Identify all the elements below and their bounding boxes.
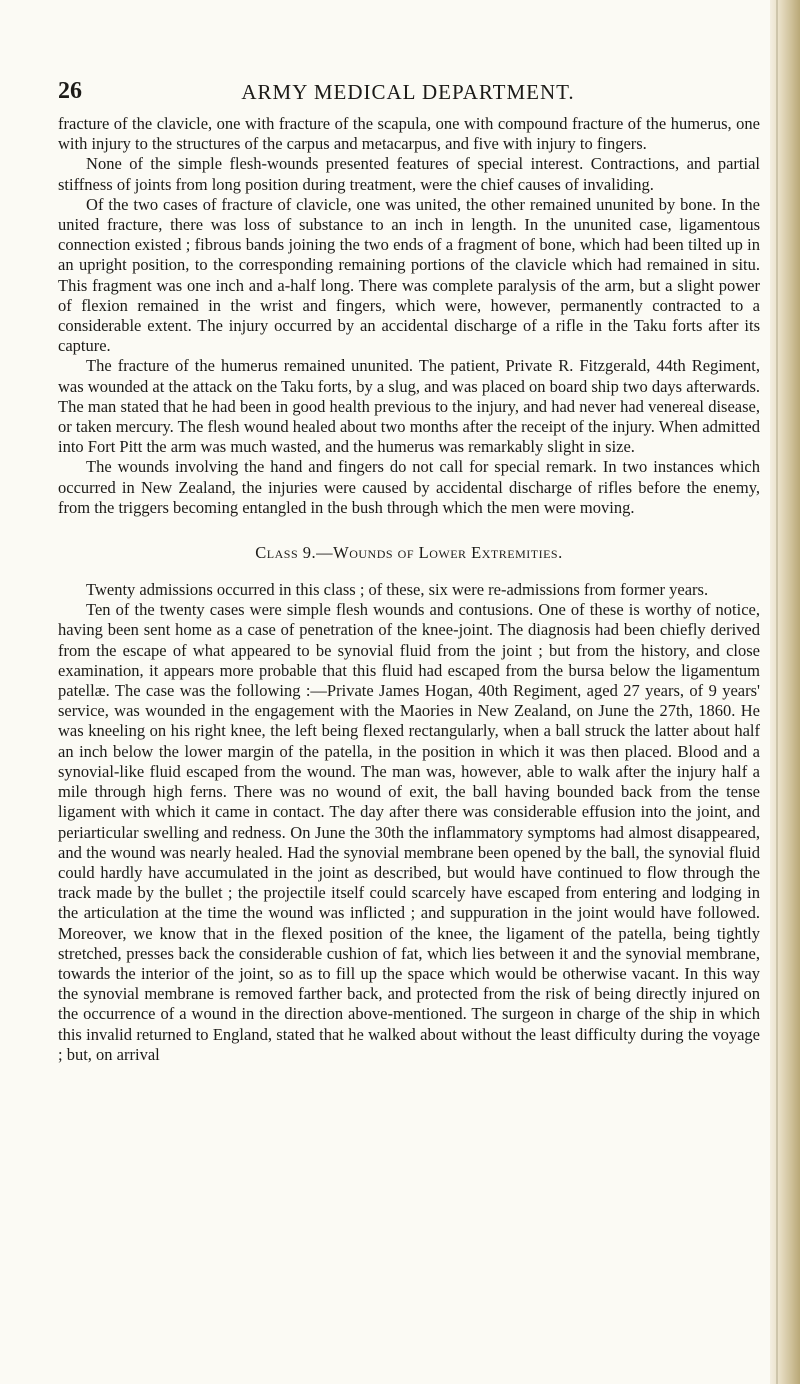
paragraph: Of the two cases of fracture of clavicle, one was united, the other remained ununited by bone. In the united fracture, there was loss of substance to an inch in length. In the ununited case, ligamentous connection existed ; fibrous bands joining the two ends of a fragment of bone, which had been tilted up in an upright position, to the corresponding remaining portions of the clavicle which had remained in situ. This fragment was one inch and a-half long. There was complete paralysis of the arm, but a slight power of flexion remained in the wrist and fingers, which were, however, permanently contracted to a considerable extent. The injury occurred by an accidental discharge of a rifle in the Taku forts after its capture. [58, 194, 760, 356]
binding-shadow-line [776, 0, 778, 1384]
section-heading: Class 9.—Wounds of Lower Extremities. [255, 543, 563, 563]
paragraph: The wounds involving the hand and fingers do not call for special remark. In two instances which occurred in New Zealand, the injuries were caused by accidental discharge of rifles before the enemy, from the triggers becoming entangled in the bush through which the men were moving. [58, 457, 760, 517]
page-header [58, 78, 758, 108]
paragraph: The fracture of the humerus remained ununited. The patient, Private R. Fitzgerald, 44th Regiment, was wounded at the attack on the Taku forts, by a slug, and was placed on board ship two days afterwards. The man stated that he had been in good health previous to the injury, and had never had venereal disease, or taken mercury. The flesh wound healed about two months after the receipt of the injury. When admitted into Fort Pitt the arm was much wasted, and the humerus was remarkably slight in size. [58, 356, 760, 457]
page-number: 26 [58, 78, 82, 104]
paragraph: Ten of the twenty cases were simple flesh wounds and contusions. One of these is worthy of notice, having been sent home as a case of penetration of the knee-joint. The diagnosis had been chiefly derived from the escape of what appeared to be synovial fluid from the joint ; but from the history, and close examination, it appears more probable that this fluid had escaped from the bursa below the ligamentum patellæ. The case was the following :—Private James Hogan, 40th Regiment, aged 27 years, of 9 years' service, was wounded in the engagement with the Maories in New Zealand, on June the 27th, 1860. He was kneeling on his right knee, the left being flexed rectangularly, when a ball struck the latter about half an inch below the lower margin of the patella, in the position in which it was then placed. Blood and a synovial-like fluid escaped from the wound. The man was, however, able to walk after the injury half a mile through high ferns. There was no wound of exit, the ball having bounded back from the tense ligament with which it came in contact. The day after there was considerable effusion into the joint, and periarticular swelling and redness. On June the 30th the inflammatory symptoms had almost disappeared, and the wound was nearly healed. Had the synovial membrane been opened by the ball, the synovial fluid could hardly have accumulated in the joint as described, but would have continued to flow through the track made by the bullet ; the projectile itself could scarcely have escaped from entering and lodging in the articulation at the time the wound was inflicted ; and suppuration in the joint would have followed. Moreover, we know that in the flexed position of the knee, the ligament of the patella, being tightly stretched, presses back the considerable cushion of fat, which lies between it and the synovial membrane, towards the interior of the joint, so as to fill up the space which would be otherwise vacant. In this way the synovial membrane is removed farther back, and protected from the risk of being directly injured on the occurrence of a wound in the direction above-mentioned. The surgeon in charge of the ship in which this invalid returned to England, stated that he walked about without the least difficulty during the voyage ; but, on arrival [58, 600, 760, 1064]
paragraph: fracture of the clavicle, one with fracture of the scapula, one with compound fracture of the humerus, one with injury to the structures of the carpus and metacarpus, and five with injury to fingers. [58, 114, 760, 154]
paragraph: Twenty admissions occurred in this class ; of these, six were re-admissions from former years. [86, 580, 709, 600]
running-head: ARMY MEDICAL DEPARTMENT. [241, 80, 575, 104]
paragraph: None of the simple flesh-wounds presented features of special interest. Contractions, and partial stiffness of joints from long position during treatment, were the chief causes of invaliding. [58, 154, 760, 194]
page-binding-edge [770, 0, 800, 1384]
body-text [58, 114, 760, 1065]
